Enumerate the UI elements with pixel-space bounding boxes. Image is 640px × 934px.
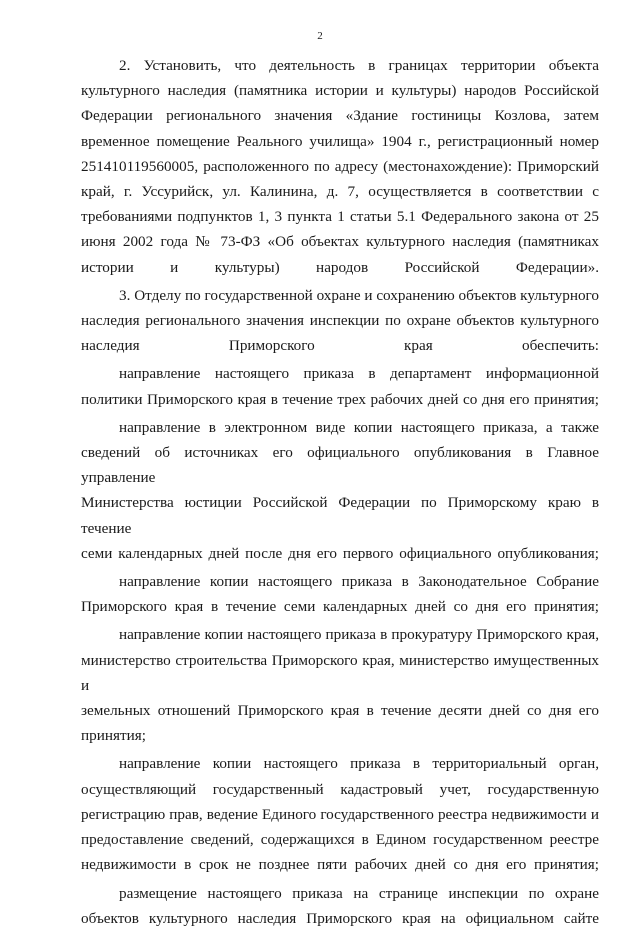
- text-line: истории и культуры) народов Российской Федерации».: [81, 258, 599, 276]
- text-line: регистрацию прав, ведение Единого государственного реестра недвижимости и: [81, 805, 599, 823]
- text-line: министерство строительства Приморского края, министерство имущественных и: [81, 651, 599, 694]
- text-line: направление в электронном виде копии настоящего приказа, а также: [119, 418, 599, 436]
- paragraph-subitem-legislature: [81, 569, 599, 619]
- text-line: направление копии настоящего приказа в прокуратуру Приморского края,: [119, 626, 599, 644]
- text-line: Приморского края в течение семи календарных дней со дня его принятия;: [81, 598, 599, 616]
- paragraph-item-2: [81, 53, 599, 280]
- text-line: 2. Установить, что деятельность в границах территории объекта: [119, 57, 599, 74]
- document-body: [81, 53, 599, 934]
- text-line: 251410119560005, расположенного по адресу (местонахождение): Приморский: [81, 157, 599, 175]
- text-line: культурного наследия (памятника истории и культуры) народов Российской: [81, 82, 599, 100]
- text-line: наследия регионального значения инспекции по охране объектов культурного: [81, 312, 599, 330]
- text-line: семи календарных дней после дня его первого официального опубликования;: [81, 544, 599, 562]
- text-line: недвижимости в срок не позднее пяти рабочих дней со дня его принятия;: [81, 856, 599, 874]
- page-number: 2: [317, 30, 323, 42]
- text-line: Федерации регионального значения «Здание гостиницы Козлова, затем: [81, 107, 599, 125]
- text-line: принятия;: [81, 727, 146, 745]
- text-line: край, г. Уссурийск, ул. Калинина, д. 7, осуществляется в соответствии с: [81, 183, 599, 201]
- text-line: июня 2002 года № 73-ФЗ «Об объектах культурного наследия (памятниках: [81, 233, 599, 251]
- text-line: размещение настоящего приказа на странице инспекции по охране: [119, 884, 599, 902]
- text-line: наследия Приморского края обеспечить:: [81, 337, 599, 355]
- text-line: объектов культурного наследия Приморского края на официальном сайте: [81, 909, 599, 927]
- text-line: 3. Отделу по государственной охране и сохранению объектов культурного: [119, 286, 599, 304]
- text-line: направление копии настоящего приказа в Законодательное Собрание: [119, 573, 599, 591]
- text-line: требованиями подпунктов 1, 3 пункта 1 статьи 5.1 Федерального закона от 25: [81, 208, 599, 226]
- text-line: политики Приморского края в течение трех рабочих дней со дня его принятия;: [81, 390, 599, 408]
- text-line: предоставление сведений, содержащихся в Едином государственном реестре: [81, 831, 599, 849]
- text-line: Министерства юстиции Российской Федерации по Приморскому краю в течение: [81, 494, 599, 537]
- paragraph-subitem-ministry-justice: [81, 415, 599, 566]
- text-line: сведений об источниках его официального опубликования в Главное управление: [81, 444, 599, 487]
- text-line: направление настоящего приказа в департамент информационной: [119, 365, 599, 383]
- text-line: направление копии настоящего приказа в территориальный орган,: [119, 755, 599, 773]
- paragraph-subitem-press: [81, 361, 599, 411]
- text-line: осуществляющий государственный кадастровый учет, государственную: [81, 780, 599, 798]
- text-line: временное помещение Реального училища» 1904 г., регистрационный номер: [81, 132, 599, 150]
- paragraph-subitem-cadastre: [81, 751, 599, 877]
- paragraph-subitem-prosecutor: [81, 622, 599, 748]
- text-line: земельных отношений Приморского края в течение десяти дней со дня его: [81, 702, 599, 720]
- paragraph-item-3: [81, 283, 599, 359]
